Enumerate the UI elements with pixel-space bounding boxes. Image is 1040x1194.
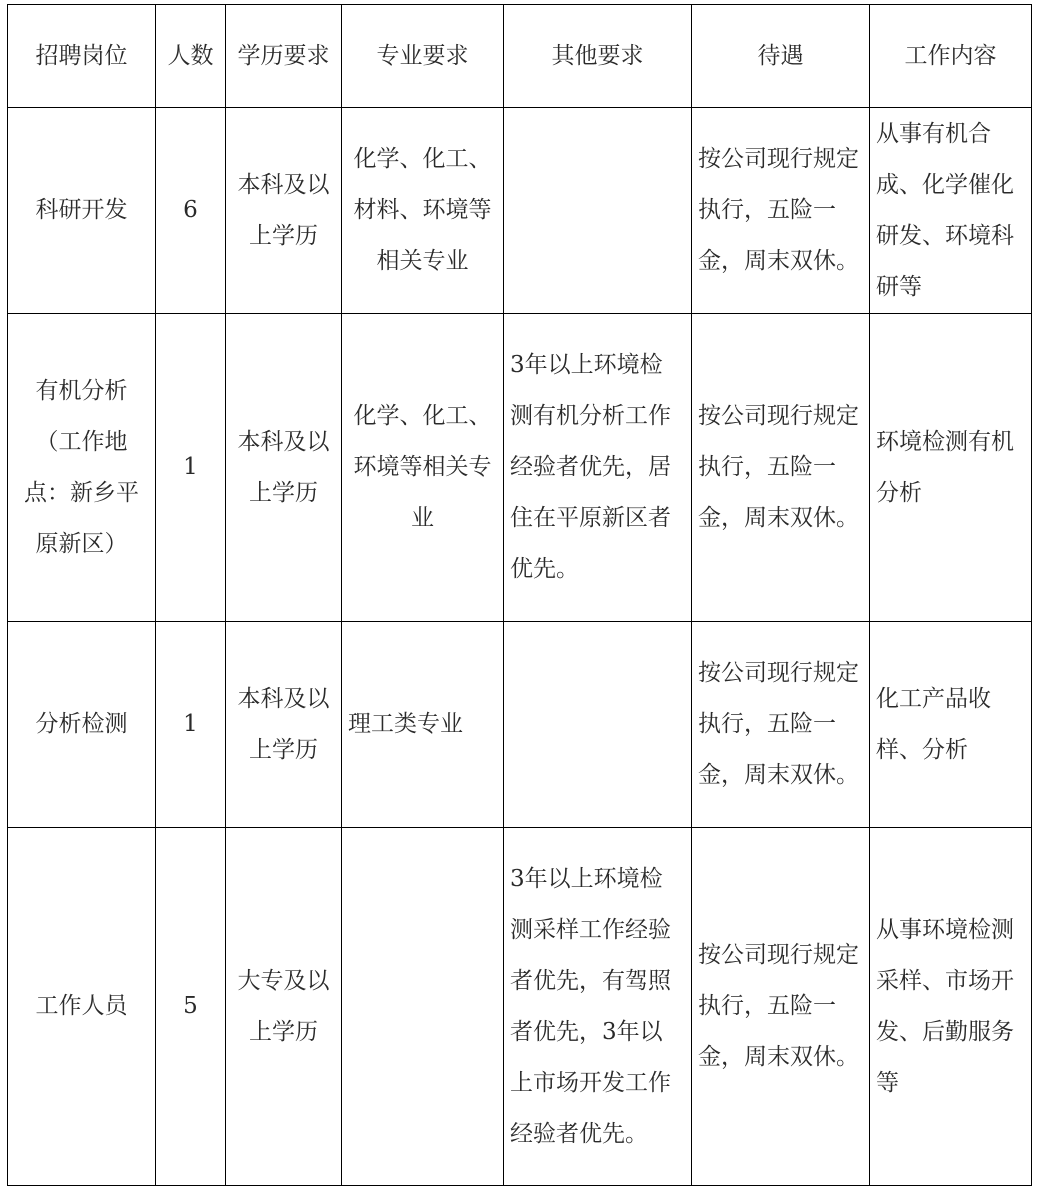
header-education: 学历要求 [226, 5, 342, 108]
position-cell: 工作人员 [8, 828, 156, 1186]
other-requirements-cell: 3年以上环境检测采样工作经验者优先，有驾照者优先，3年以上市场开发工作经验者优先。 [504, 828, 692, 1186]
education-cell: 本科及以上学历 [226, 622, 342, 828]
major-cell: 理工类专业 [342, 622, 504, 828]
table-row [8, 622, 1032, 828]
benefits-cell: 按公司现行规定执行，五险一金，周末双休。 [692, 622, 870, 828]
header-duties: 工作内容 [870, 5, 1032, 108]
major-cell: 化学、化工、材料、环境等相关专业 [342, 108, 504, 314]
benefits-cell: 按公司现行规定执行，五险一金，周末双休。 [692, 314, 870, 622]
benefits-cell: 按公司现行规定执行，五险一金，周末双休。 [692, 828, 870, 1186]
other-requirements-cell [504, 108, 692, 314]
count-cell: 1 [156, 314, 226, 622]
duties-cell: 从事环境检测采样、市场开发、后勤服务等 [870, 828, 1032, 1186]
position-cell: 科研开发 [8, 108, 156, 314]
header-other: 其他要求 [504, 5, 692, 108]
benefits-cell: 按公司现行规定执行，五险一金，周末双休。 [692, 108, 870, 314]
position-cell: 有机分析（工作地点：新乡平原新区） [8, 314, 156, 622]
major-cell: 化学、化工、环境等相关专业 [342, 314, 504, 622]
header-count: 人数 [156, 5, 226, 108]
count-cell: 1 [156, 622, 226, 828]
duties-cell: 化工产品收样、分析 [870, 622, 1032, 828]
header-position: 招聘岗位 [8, 5, 156, 108]
count-cell: 5 [156, 828, 226, 1186]
header-benefits: 待遇 [692, 5, 870, 108]
header-major: 专业要求 [342, 5, 504, 108]
education-cell: 本科及以上学历 [226, 314, 342, 622]
table-row [8, 828, 1032, 1186]
duties-cell: 环境检测有机分析 [870, 314, 1032, 622]
header-row [8, 5, 1032, 108]
major-cell [342, 828, 504, 1186]
other-requirements-cell [504, 622, 692, 828]
education-cell: 本科及以上学历 [226, 108, 342, 314]
recruitment-table [7, 4, 1032, 1186]
position-cell: 分析检测 [8, 622, 156, 828]
table-row [8, 314, 1032, 622]
education-cell: 大专及以上学历 [226, 828, 342, 1186]
duties-cell: 从事有机合成、化学催化研发、环境科研等 [870, 108, 1032, 314]
count-cell: 6 [156, 108, 226, 314]
other-requirements-cell: 3年以上环境检测有机分析工作经验者优先，居住在平原新区者优先。 [504, 314, 692, 622]
table-row [8, 108, 1032, 314]
